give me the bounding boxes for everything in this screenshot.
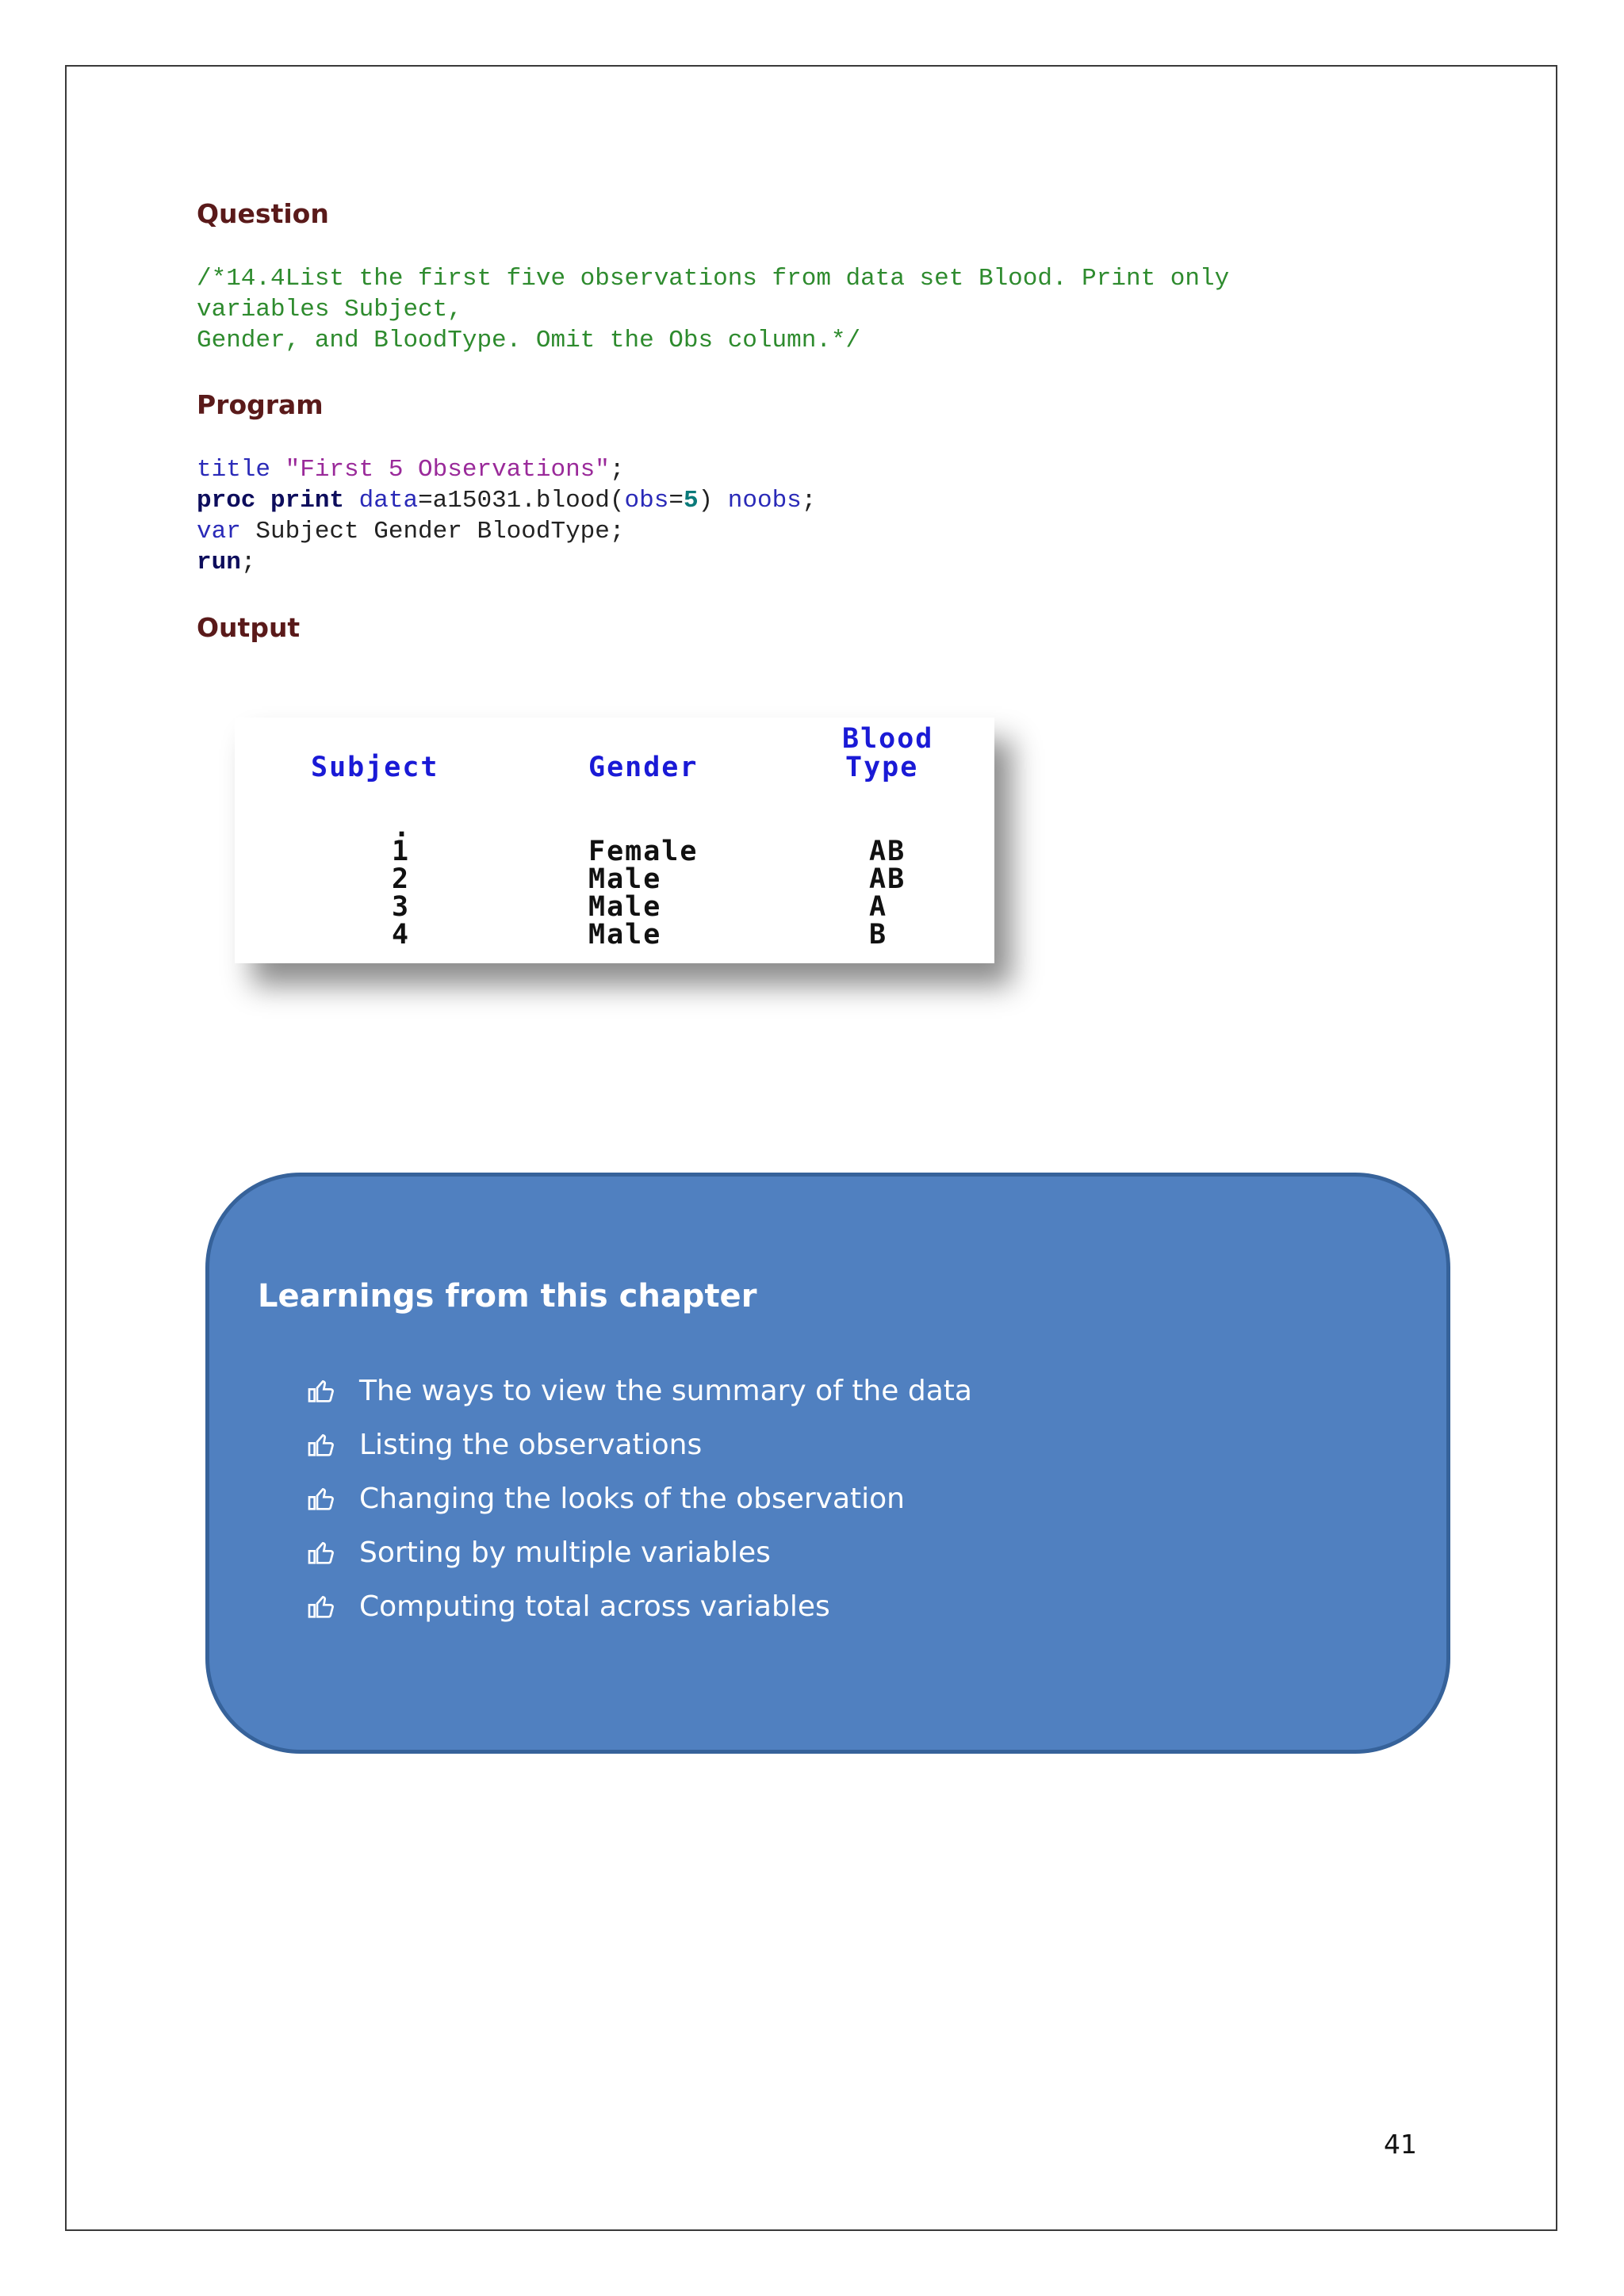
code-text: )	[698, 487, 728, 515]
cell-gender: Male	[588, 863, 662, 895]
output-table	[235, 718, 994, 963]
code-text: =	[668, 487, 684, 515]
comment-line: variables Subject,	[197, 296, 462, 323]
code-keyword: data	[358, 487, 419, 515]
cell-gender: Male	[588, 919, 662, 951]
question-heading: Question	[197, 198, 329, 229]
cell-blood-type: AB	[869, 836, 906, 867]
thumbs-up-icon	[305, 1483, 337, 1514]
cell-blood-type: A	[869, 891, 888, 923]
list-item	[305, 1525, 972, 1579]
code-punct: ;	[801, 487, 817, 515]
code-punct: ;	[609, 456, 625, 484]
code-keyword: proc print	[197, 487, 345, 515]
code-keyword: var	[197, 518, 241, 545]
code-number: 5	[683, 487, 699, 515]
column-header-blood-type: Type	[845, 752, 919, 783]
list-item	[305, 1364, 972, 1418]
program-heading: Program	[197, 389, 324, 420]
code-line-title	[197, 454, 816, 485]
code-keyword: noobs	[727, 487, 802, 515]
cell-subject: 4	[392, 919, 411, 951]
learnings-list	[305, 1364, 972, 1633]
list-item	[305, 1579, 972, 1633]
code-punct: ;	[240, 549, 256, 576]
code-keyword: title	[197, 456, 271, 484]
column-header-blood-type: Blood	[842, 723, 934, 755]
thumbs-up-icon	[305, 1375, 337, 1406]
cell-subject: 3	[392, 891, 411, 923]
list-item	[305, 1471, 972, 1525]
list-item-label: Changing the looks of the observation	[359, 1482, 905, 1515]
code-string: "First 5 Observations"	[285, 456, 610, 484]
page-number: 41	[1384, 2129, 1417, 2160]
code-text: =a15031.blood(	[418, 487, 625, 515]
question-comment	[197, 263, 1229, 356]
list-item	[305, 1418, 972, 1471]
output-heading: Output	[197, 612, 301, 643]
column-header-gender: Gender	[588, 752, 699, 783]
comment-line: Gender, and BloodType. Omit the Obs column.*/	[197, 327, 861, 354]
code-line-var	[197, 516, 816, 547]
learnings-title: Learnings from this chapter	[258, 1278, 757, 1314]
list-item-label: Computing total across variables	[359, 1590, 830, 1623]
thumbs-up-icon	[305, 1429, 337, 1460]
code-line-run	[197, 547, 816, 578]
code-keyword: obs	[624, 487, 669, 515]
comment-line: /*14.4List the first five observations from data set Blood. Print only	[197, 265, 1230, 293]
code-line-proc	[197, 485, 816, 516]
thumbs-up-icon	[305, 1536, 337, 1568]
list-item-label: Sorting by multiple variables	[359, 1536, 771, 1569]
cell-subject: 1	[392, 836, 411, 867]
cell-gender: Male	[588, 891, 662, 923]
code-text: Subject Gender BloodType;	[240, 518, 625, 545]
program-code	[197, 454, 816, 578]
thumbs-up-icon	[305, 1590, 337, 1622]
list-item-label: Listing the observations	[359, 1428, 703, 1461]
list-item-label: The ways to view the summary of the data	[359, 1374, 972, 1407]
cell-gender: Female	[588, 836, 699, 867]
cell-subject: 2	[392, 863, 411, 895]
cell-blood-type: AB	[869, 863, 906, 895]
cell-subject: .	[393, 812, 412, 844]
cell-blood-type: B	[869, 919, 888, 951]
column-header-subject: Subject	[311, 752, 439, 783]
code-keyword: run	[197, 549, 241, 576]
